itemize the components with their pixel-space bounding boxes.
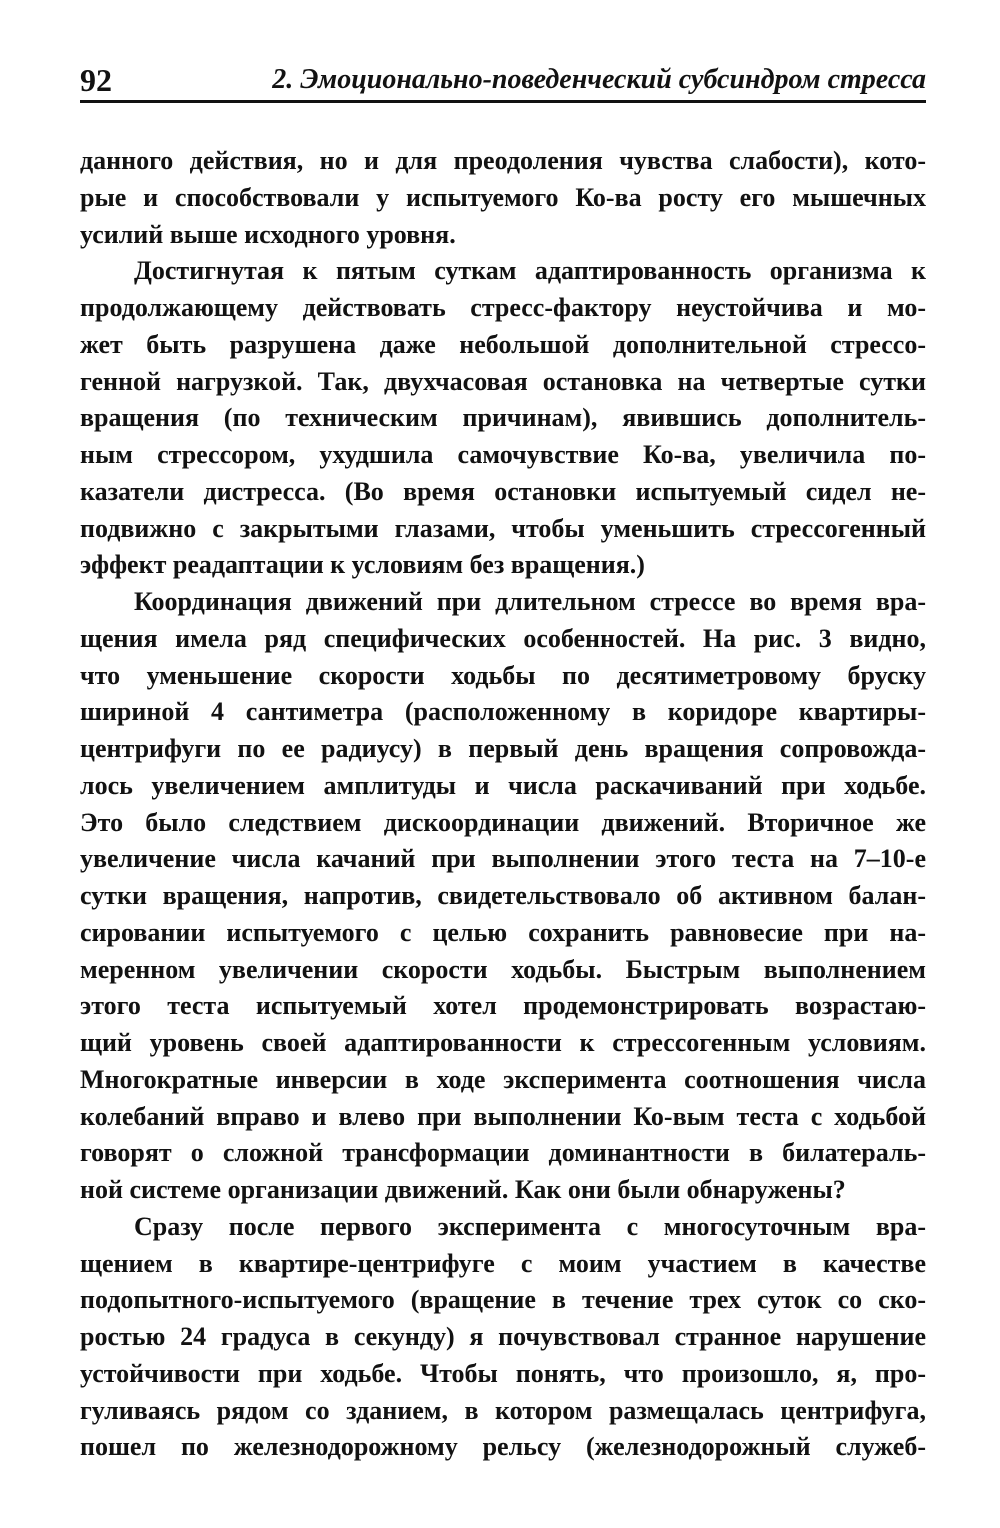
- text-line: вращения (по техническим причинам), явившись дополнитель-: [80, 403, 926, 433]
- text-line: Многократные инверсии в ходе эксперимента соотношения числа: [80, 1064, 926, 1094]
- text-line: рые и способствовали у испытуемого Ко-ва росту его мышечных: [80, 182, 926, 212]
- text-line: говорят о сложной трансформации доминантности в билатераль-: [80, 1138, 926, 1168]
- text-line: этого теста испытуемый хотел продемонстрировать возрастаю-: [80, 991, 926, 1021]
- header-rule: [80, 100, 926, 103]
- running-title: 2. Эмоционально-поведенческий субсиндром стресса: [272, 64, 926, 95]
- body-text: [80, 143, 926, 1466]
- running-header: [80, 60, 926, 100]
- text-line: щением в квартире-центрифуге с моим участием в качестве: [80, 1248, 926, 1278]
- text-line: подвижно с закрытыми глазами, чтобы уменьшить стрессогенный: [80, 513, 926, 543]
- text-line: казатели дистресса. (Во время остановки испытуемый сидел не-: [80, 476, 926, 506]
- text-line: колебаний вправо и влево при выполнении Ко-вым теста с ходьбой: [80, 1101, 926, 1131]
- text-line: подопытного-испытуемого (вращение в течение трех суток со ско-: [80, 1285, 926, 1315]
- text-line: лось увеличением амплитуды и числа раскачиваний при ходьбе.: [80, 770, 926, 800]
- text-line: генной нагрузкой. Так, двухчасовая остановка на четвертые сутки: [80, 366, 926, 396]
- text-line: шириной 4 сантиметра (расположенному в коридоре квартиры-: [80, 697, 926, 727]
- text-line: Это было следствием дискоординации движений. Вторичное же: [80, 807, 926, 837]
- text-line: щий уровень своей адаптированности к стрессогенным условиям.: [80, 1028, 926, 1057]
- text-line: центрифуги по ее радиусу) в первый день вращения сопровожда-: [80, 734, 926, 763]
- text-line: пошел по железнодорожному рельсу (железнодорожный служеб-: [80, 1432, 926, 1462]
- text-line: меренном увеличении скорости ходьбы. Быстрым выполнением: [80, 954, 926, 984]
- text-line: Сразу после первого эксперимента с многосуточным вра-: [134, 1211, 926, 1241]
- text-line: щения имела ряд специфических особенностей. На рис. 3 видно,: [80, 623, 926, 653]
- text-line: Достигнутая к пятым суткам адаптированность организма к: [134, 256, 926, 286]
- text-line: усилий выше исходного уровня.: [80, 219, 456, 249]
- text-line: ным стрессором, ухудшила самочувствие Ко-ва, увеличила по-: [80, 440, 926, 469]
- text-line: сутки вращения, напротив, свидетельствовало об активном балан-: [80, 881, 926, 910]
- text-line: ростью 24 градуса в секунду) я почувствовал странное нарушение: [80, 1322, 926, 1351]
- text-line: жет быть разрушена даже небольшой дополнительной стрессо-: [80, 329, 926, 359]
- text-line: что уменьшение скорости ходьбы по десятиметровому бруску: [80, 660, 926, 690]
- text-line: продолжающему действовать стресс-фактору неустойчива и мо-: [80, 293, 926, 322]
- text-line: ной системе организации движений. Как они были обнаружены?: [80, 1175, 846, 1204]
- page-number: 92: [80, 62, 112, 98]
- text-line: увеличение числа качаний при выполнении этого теста на 7–10-е: [80, 844, 926, 874]
- text-line: устойчивости при ходьбе. Чтобы понять, что произошло, я, про-: [80, 1358, 926, 1388]
- text-line: Координация движений при длительном стрессе во время вра-: [134, 587, 926, 616]
- text-line: данного действия, но и для преодоления чувства слабости), кото-: [80, 146, 926, 175]
- text-line: гуливаясь рядом со зданием, в котором размещалась центрифуга,: [80, 1395, 926, 1425]
- text-line: сировании испытуемого с целью сохранить равновесие при на-: [80, 917, 926, 947]
- text-line: эффект реадаптации к условиям без вращения.): [80, 550, 645, 580]
